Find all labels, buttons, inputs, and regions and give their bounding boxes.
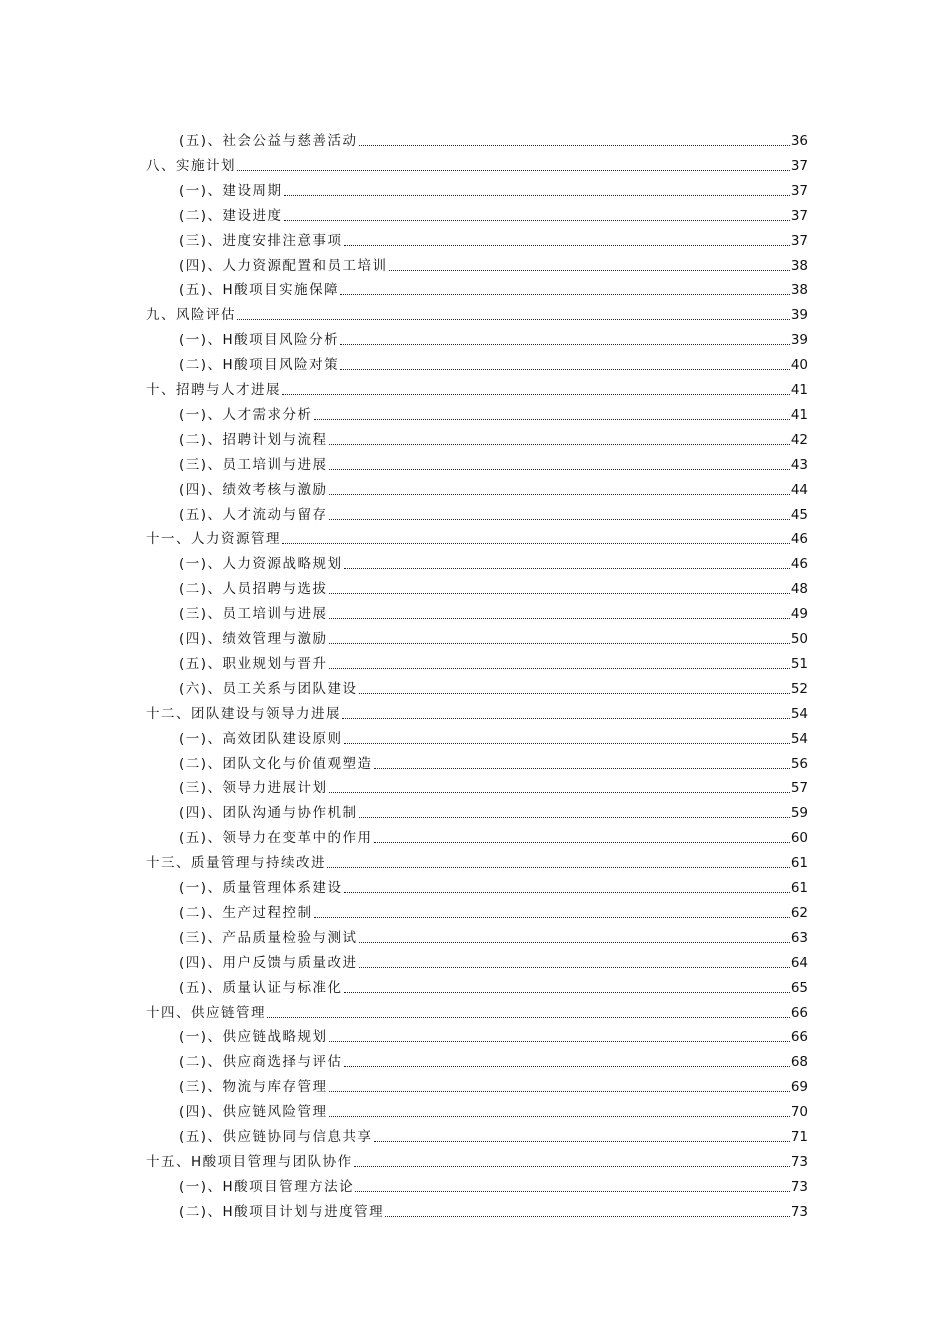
toc-dot-leader	[329, 618, 790, 619]
toc-entry-title: (二)、人员招聘与选拔	[179, 581, 328, 598]
toc-entry-title: (五)、人才流动与留存	[179, 506, 328, 523]
toc-entry-title: (一)、H酸项目管理方法论	[179, 1178, 355, 1195]
toc-entry-title: (一)、人力资源战略规划	[179, 556, 343, 573]
toc-entry-page-number: 46	[790, 531, 808, 548]
toc-entry-page-number: 61	[790, 855, 808, 872]
toc-dot-leader	[344, 892, 790, 893]
toc-entry-title: (三)、产品质量检验与测试	[179, 929, 358, 946]
toc-entry-page-number: 61	[790, 880, 808, 896]
toc-dot-leader	[282, 394, 790, 395]
toc-entry-title: (二)、团队文化与价值观塑造	[179, 755, 373, 772]
toc-entry-title: (一)、高效团队建设原则	[179, 730, 343, 747]
toc-entry-page-number: 60	[790, 830, 808, 847]
toc-dot-leader	[340, 344, 790, 345]
toc-entry[interactable]	[0, 1020, 808, 1045]
toc-entry-page-number: 62	[790, 904, 808, 921]
toc-entry[interactable]	[0, 373, 808, 398]
toc-entry-page-number: 46	[790, 556, 808, 573]
toc-entry[interactable]	[0, 323, 808, 348]
toc-entry-page-number: 56	[790, 755, 808, 772]
toc-entry[interactable]	[0, 522, 808, 547]
toc-entry-title: (三)、领导力进展计划	[179, 780, 328, 797]
toc-entry-page-number: 73	[790, 1178, 808, 1195]
toc-entry-title: 十五、H酸项目管理与团队协作	[146, 1153, 353, 1170]
toc-dot-leader	[329, 643, 790, 644]
toc-entry-page-number: 70	[790, 1104, 808, 1121]
toc-dot-leader	[359, 942, 790, 943]
toc-entry-page-number: 45	[790, 506, 808, 523]
toc-dot-leader	[359, 967, 790, 968]
toc-entry-title: (一)、供应链战略规划	[179, 1029, 328, 1046]
toc-entry[interactable]	[0, 946, 808, 971]
toc-dot-leader	[329, 668, 790, 669]
toc-entry-page-number: 43	[790, 456, 808, 473]
toc-entry-title: 十、招聘与人才进展	[146, 382, 281, 398]
toc-entry-page-number: 39	[790, 307, 808, 324]
toc-entry-page-number: 73	[790, 1153, 808, 1170]
toc-entry[interactable]	[0, 1170, 808, 1195]
toc-entry-title: (四)、绩效管理与激励	[179, 631, 328, 647]
toc-dot-leader	[344, 245, 790, 246]
toc-dot-leader	[329, 1091, 790, 1092]
toc-entry-title: (三)、员工培训与进展	[179, 456, 328, 473]
toc-dot-leader	[344, 1066, 790, 1067]
toc-entry-page-number: 36	[790, 133, 808, 149]
toc-entry[interactable]	[0, 298, 808, 323]
toc-entry-page-number: 37	[790, 207, 808, 224]
toc-entry-title: (六)、员工关系与团队建设	[179, 680, 358, 697]
toc-entry-page-number: 64	[790, 954, 808, 971]
toc-entry[interactable]	[0, 224, 808, 249]
toc-dot-leader	[267, 1017, 790, 1018]
toc-entry-title: (一)、H酸项目风险分析	[179, 332, 340, 349]
toc-entry[interactable]	[0, 473, 808, 498]
toc-entry-page-number: 49	[790, 606, 808, 623]
toc-entry-page-number: 52	[790, 680, 808, 697]
toc-entry[interactable]	[0, 647, 808, 672]
toc-entry-title: (四)、团队沟通与协作机制	[179, 805, 358, 822]
toc-entry[interactable]	[0, 1045, 808, 1070]
toc-entry[interactable]	[0, 846, 808, 871]
toc-entry-title: 十二、团队建设与领导力进展	[146, 705, 341, 722]
toc-dot-leader	[344, 743, 790, 744]
toc-dot-leader	[355, 1191, 790, 1192]
toc-entry[interactable]	[0, 149, 808, 174]
toc-entry[interactable]	[0, 971, 808, 996]
toc-entry[interactable]	[0, 697, 808, 722]
toc-dot-leader	[237, 319, 790, 320]
toc-entry-page-number: 59	[790, 805, 808, 822]
toc-entry-title: (二)、招聘计划与流程	[179, 431, 328, 448]
toc-entry-title: (四)、绩效考核与激励	[179, 481, 328, 498]
toc-dot-leader	[342, 718, 790, 719]
toc-entry-page-number: 65	[790, 979, 808, 996]
toc-entry[interactable]	[0, 348, 808, 373]
toc-entry-title: (二)、生产过程控制	[179, 904, 313, 921]
toc-dot-leader	[282, 543, 790, 544]
toc-entry-page-number: 63	[790, 929, 808, 946]
toc-dot-leader	[340, 369, 790, 370]
toc-entry-title: (一)、质量管理体系建设	[179, 880, 343, 896]
toc-entry-title: (三)、员工培训与进展	[179, 606, 328, 623]
toc-dot-leader	[327, 867, 790, 868]
toc-dot-leader	[374, 1141, 790, 1142]
toc-entry-title: (一)、人才需求分析	[179, 406, 313, 423]
toc-dot-leader	[359, 693, 790, 694]
toc-entry-title: 八、实施计划	[146, 157, 236, 174]
toc-entry[interactable]	[0, 423, 808, 448]
toc-dot-leader	[389, 270, 790, 271]
toc-dot-leader	[314, 419, 790, 420]
toc-entry-page-number: 44	[790, 481, 808, 498]
toc-dot-leader	[344, 568, 790, 569]
toc-entry-page-number: 40	[790, 357, 808, 374]
toc-entry-title: (二)、H酸项目风险对策	[179, 357, 340, 374]
toc-entry-page-number: 37	[790, 232, 808, 249]
toc-entry-title: (三)、进度安排注意事项	[179, 232, 343, 249]
toc-entry[interactable]	[0, 498, 808, 523]
toc-dot-leader	[284, 195, 790, 196]
toc-dot-leader	[354, 1166, 790, 1167]
toc-entry[interactable]	[0, 921, 808, 946]
toc-entry-title: 十四、供应链管理	[146, 1004, 266, 1021]
toc-dot-leader	[329, 792, 790, 793]
toc-entry-title: (一)、建设周期	[179, 182, 283, 199]
toc-entry[interactable]	[0, 747, 808, 772]
toc-entry[interactable]	[0, 771, 808, 796]
toc-dot-leader	[329, 1116, 790, 1117]
toc-entry-title: (五)、职业规划与晋升	[179, 655, 328, 672]
toc-dot-leader	[359, 145, 790, 146]
toc-entry-page-number: 41	[790, 406, 808, 423]
toc-entry-title: 九、风险评估	[146, 307, 236, 324]
toc-entry-page-number: 50	[790, 631, 808, 647]
toc-entry-page-number: 37	[790, 182, 808, 199]
toc-entry-title: (二)、供应商选择与评估	[179, 1054, 343, 1071]
toc-entry-title: (五)、质量认证与标准化	[179, 979, 343, 996]
toc-dot-leader	[329, 444, 790, 445]
toc-entry[interactable]	[0, 547, 808, 572]
toc-entry-title: (二)、H酸项目计划与进度管理	[179, 1203, 385, 1220]
toc-entry-page-number: 66	[790, 1029, 808, 1046]
toc-entry-page-number: 66	[790, 1004, 808, 1021]
toc-entry-page-number: 39	[790, 332, 808, 349]
toc-dot-leader	[314, 917, 790, 918]
toc-entry-page-number: 54	[790, 705, 808, 722]
toc-entry-title: (四)、人力资源配置和员工培训	[179, 257, 388, 274]
toc-dot-leader	[284, 220, 790, 221]
toc-dot-leader	[374, 842, 790, 843]
toc-dot-leader	[385, 1216, 790, 1217]
toc-dot-leader	[237, 170, 790, 171]
toc-entry[interactable]	[0, 896, 808, 921]
toc-dot-leader	[359, 817, 790, 818]
toc-entry-title: (五)、社会公益与慈善活动	[179, 133, 358, 149]
toc-entry[interactable]	[0, 597, 808, 622]
toc-entry[interactable]	[0, 871, 808, 896]
toc-entry[interactable]	[0, 448, 808, 473]
toc-entry[interactable]	[0, 722, 808, 747]
toc-entry[interactable]	[0, 1095, 808, 1120]
toc-entry-page-number: 68	[790, 1054, 808, 1071]
toc-entry[interactable]	[0, 1070, 808, 1095]
toc-entry[interactable]	[0, 249, 808, 274]
toc-entry-page-number: 51	[790, 655, 808, 672]
toc-dot-leader	[340, 294, 790, 295]
toc-entry[interactable]	[0, 821, 808, 846]
toc-entry[interactable]	[0, 622, 808, 647]
toc-entry[interactable]	[0, 572, 808, 597]
toc-entry-page-number: 48	[790, 581, 808, 598]
toc-entry-page-number: 37	[790, 157, 808, 174]
toc-dot-leader	[329, 469, 790, 470]
toc-entry-page-number: 73	[790, 1203, 808, 1220]
toc-dot-leader	[344, 992, 790, 993]
toc-entry-title: (四)、用户反馈与质量改进	[179, 954, 358, 971]
toc-dot-leader	[329, 519, 790, 520]
toc-entry-title: 十一、人力资源管理	[146, 531, 281, 548]
toc-entry-page-number: 38	[790, 282, 808, 299]
toc-entry-title: (二)、建设进度	[179, 207, 283, 224]
toc-dot-leader	[374, 768, 790, 769]
toc-entry[interactable]	[0, 996, 808, 1021]
toc-dot-leader	[329, 494, 790, 495]
toc-entry-title: (三)、物流与库存管理	[179, 1079, 328, 1096]
toc-entry[interactable]	[0, 1120, 808, 1145]
toc-entry-title: (五)、领导力在变革中的作用	[179, 830, 373, 847]
toc-entry[interactable]	[0, 398, 808, 423]
toc-entry[interactable]	[0, 1195, 808, 1220]
toc-entry-page-number: 42	[790, 431, 808, 448]
toc-entry[interactable]	[0, 124, 808, 149]
toc-entry-page-number: 57	[790, 780, 808, 797]
toc-entry-title: (五)、供应链协同与信息共享	[179, 1129, 373, 1145]
toc-entry[interactable]	[0, 1145, 808, 1170]
toc-entry[interactable]	[0, 199, 808, 224]
toc-entry-title: (四)、供应链风险管理	[179, 1104, 328, 1121]
toc-entry[interactable]	[0, 796, 808, 821]
toc-dot-leader	[329, 593, 790, 594]
toc-entry-page-number: 69	[790, 1079, 808, 1096]
toc-entry-page-number: 54	[790, 730, 808, 747]
toc-entry-page-number: 71	[790, 1129, 808, 1145]
toc-entry[interactable]	[0, 174, 808, 199]
toc-entry-title: 十三、质量管理与持续改进	[146, 855, 326, 872]
toc-dot-leader	[329, 1041, 790, 1042]
toc-entry[interactable]	[0, 672, 808, 697]
toc-entry-page-number: 38	[790, 257, 808, 274]
toc-entry[interactable]	[0, 273, 808, 298]
toc-entry-page-number: 41	[790, 382, 808, 398]
toc-entry-title: (五)、H酸项目实施保障	[179, 282, 340, 299]
